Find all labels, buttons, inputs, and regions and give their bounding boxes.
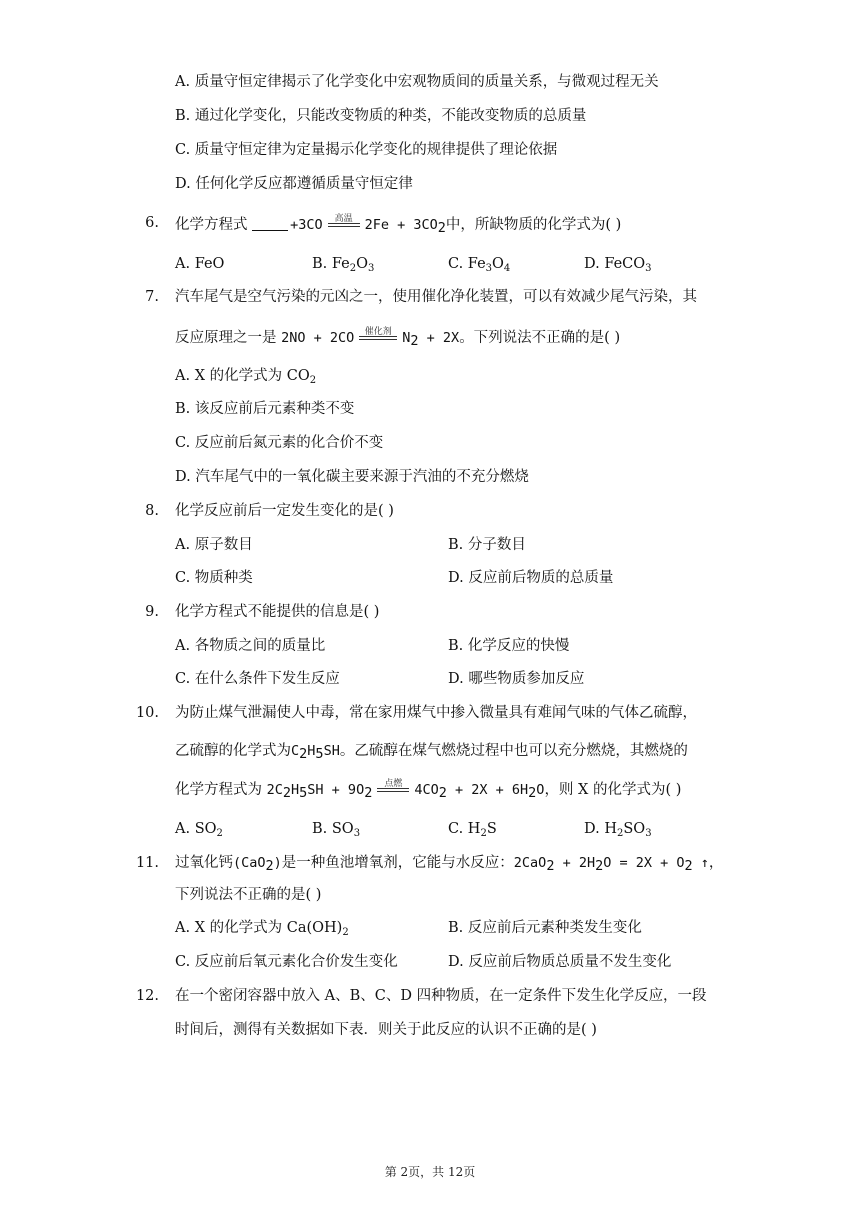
- q6-blank: [252, 216, 288, 231]
- q10-option-b: B. $SO_3$: [312, 821, 361, 839]
- q10-stem-line2: 乙硫醇的化学式为C2H5SH。乙硫醇在煤气燃烧过程中也可以充分燃烧，其燃烧的: [175, 743, 688, 762]
- q7-option-c: C. 反应前后氮元素的化合价不变: [175, 435, 384, 451]
- q7-option-b: B. 该反应前后元素种类不变: [175, 401, 355, 417]
- q8-stem: 化学反应前后一定发生变化的是( ): [175, 503, 394, 519]
- q6-option-a: A. FeO: [175, 256, 225, 272]
- q10-option-c: C. $H_2S$: [448, 821, 497, 839]
- q10-stem-line1: 为防止煤气泄漏使人中毒，常在家用煤气中掺入微量具有难闻气味的气体乙硫醇，: [175, 705, 697, 721]
- q7-option-a: A. X 的化学式为 $CO_2$: [175, 368, 317, 386]
- q6-stem: 化学方程式 +3CO 高温 2Fe + 3CO2中，所缺物质的化学式为( ): [175, 214, 622, 236]
- q6-option-b: B. $Fe_2O_3$: [312, 256, 375, 274]
- q9-stem: 化学方程式不能提供的信息是( ): [175, 604, 380, 620]
- q12-stem-line1: 在一个密闭容器中放入 A、B、C、D 四种物质，在一定条件下发生化学反应，一段: [175, 988, 707, 1004]
- page-footer: 第 2页，共 12页: [384, 1165, 476, 1179]
- q5-option-b: B. 通过化学变化，只能改变物质的种类，不能改变物质的总质量: [175, 108, 587, 124]
- q6-number: 6.: [145, 215, 159, 231]
- q11-option-d: D. 反应前后物质总质量不发生变化: [448, 954, 672, 970]
- q8-option-c: C. 物质种类: [175, 570, 253, 586]
- q5-option-d: D. 任何化学反应都遵循质量守恒定律: [175, 176, 413, 192]
- q9-option-c: C. 在什么条件下发生反应: [175, 671, 340, 687]
- q7-stem-line2: 反应原理之一是 2NO + 2CO 催化剂 N2 + 2X。下列说法不正确的是( ): [175, 327, 621, 349]
- q6-option-d: D. FeCO$_3$: [584, 256, 652, 274]
- q7-option-d: D. 汽车尾气中的一氧化碳主要来源于汽油的不充分燃烧: [175, 469, 529, 485]
- q6-condition-arrow: 高温: [327, 213, 361, 231]
- q8-option-b: B. 分子数目: [448, 537, 526, 553]
- q11-option-c: C. 反应前后氧元素化合价发生变化: [175, 954, 398, 970]
- q11-option-a: A. X 的化学式为 $Ca(OH)_2$: [175, 920, 349, 938]
- q10-option-d: D. $H_2SO_3$: [584, 821, 652, 839]
- q9-option-b: B. 化学反应的快慢: [448, 638, 570, 654]
- q11-number: 11.: [135, 855, 159, 871]
- q11-stem-line1: 过氧化钙(CaO2)是一种鱼池增氧剂，它能与水反应：2CaO2 + 2H2O = 2X + O2 ↑，: [175, 855, 724, 874]
- q8-number: 8.: [145, 503, 159, 519]
- q10-condition-arrow: 点燃: [376, 778, 410, 796]
- q12-stem-line2: 时间后，测得有关数据如下表．则关于此反应的认识不正确的是( ): [175, 1022, 597, 1038]
- q6-option-c: C. $Fe_3O_4$: [448, 256, 511, 274]
- q7-number: 7.: [145, 289, 159, 305]
- q11-stem-line2: 下列说法不正确的是( ): [175, 887, 322, 903]
- q9-option-d: D. 哪些物质参加反应: [448, 671, 585, 687]
- q7-stem-line1: 汽车尾气是空气污染的元凶之一，使用催化净化装置，可以有效减少尾气污染，其: [175, 289, 697, 305]
- q11-option-b: B. 反应前后元素种类发生变化: [448, 920, 642, 936]
- q9-number: 9.: [145, 604, 159, 620]
- q10-stem-line3: 化学方程式为 2C2H5SH + 9O2 点燃 4CO2 + 2X + 6H2O，则 X 的化学式为( ): [175, 779, 682, 801]
- q12-number: 12.: [135, 988, 159, 1004]
- q8-option-d: D. 反应前后物质的总质量: [448, 570, 614, 586]
- q8-option-a: A. 原子数目: [175, 537, 253, 553]
- q9-option-a: A. 各物质之间的质量比: [175, 638, 326, 654]
- q10-number: 10.: [135, 705, 159, 721]
- q7-condition-arrow: 催化剂: [358, 326, 398, 344]
- q5-option-c: C. 质量守恒定律为定量揭示化学变化的规律提供了理论依据: [175, 142, 558, 158]
- q10-option-a: A. $SO_2$: [175, 821, 223, 839]
- q5-option-a: A. 质量守恒定律揭示了化学变化中宏观物质间的质量关系，与微观过程无关: [175, 74, 659, 90]
